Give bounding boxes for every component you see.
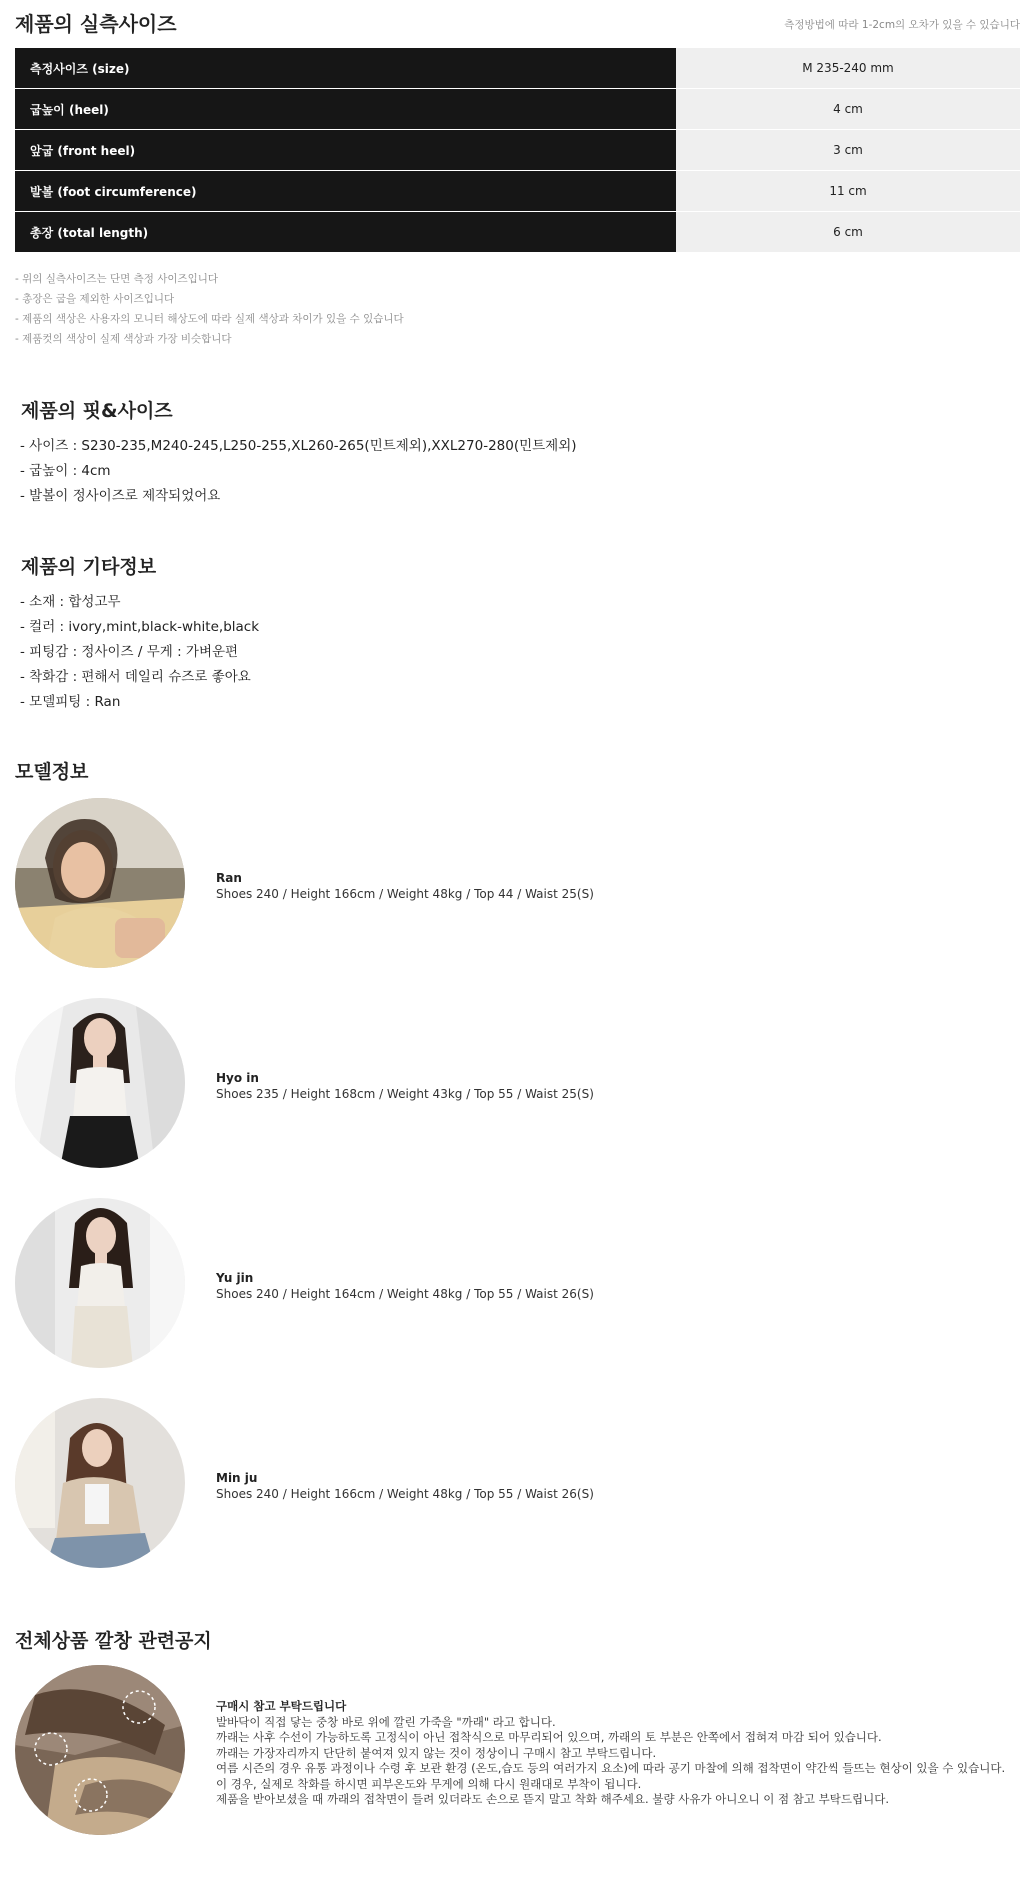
info-line: - 착화감 : 편해서 데일리 슈즈로 좋아요 — [20, 669, 251, 685]
info-line: - 모델피팅 : Ran — [20, 694, 121, 710]
model-list — [15, 798, 1020, 1598]
notice-card — [15, 1665, 1020, 1845]
models-title: 모델정보 — [15, 761, 89, 783]
info-line: - 피팅감 : 정사이즈 / 무게 : 가벼운편 — [20, 644, 239, 660]
model-desc: Shoes 240 / Height 164cm / Weight 48kg / Top 55 / Waist 26(S) — [216, 1287, 594, 1301]
model-desc: Shoes 240 / Height 166cm / Weight 48kg / Top 44 / Waist 25(S) — [216, 887, 594, 901]
model-photo — [15, 998, 185, 1168]
model-name: Min ju — [216, 1471, 258, 1485]
size-row-value: 6 cm — [676, 212, 1020, 253]
model-text — [216, 1270, 594, 1302]
size-header — [15, 0, 1020, 48]
size-note-line: - 위의 실측사이즈는 단면 측정 사이즈입니다 — [15, 273, 219, 285]
model-photo — [15, 1198, 185, 1368]
size-note-line: - 제품의 색상은 사용자의 모니터 해상도에 따라 실제 색상과 차이가 있을 수 있습니다 — [15, 313, 404, 325]
info-line: - 소재 : 합성고무 — [20, 594, 121, 610]
size-row-label: 발볼 (foot circumference) — [15, 171, 676, 212]
size-row-value: M 235-240 mm — [676, 48, 1020, 89]
model-card — [15, 798, 1020, 998]
size-note-line: - 총장은 굽을 제외한 사이즈입니다 — [15, 293, 175, 305]
size-row-value: 11 cm — [676, 171, 1020, 212]
info-line: - 컬러 : ivory,mint,black-white,black — [20, 619, 260, 635]
model-photo — [15, 798, 185, 968]
notice-line: 까래는 사후 수선이 가능하도록 고정식이 아닌 접착식으로 마무리되어 있으며, 까래의 토 부분은 안쪽에서 접혀져 마감 되어 있습니다. — [216, 1730, 882, 1744]
size-row — [15, 89, 1020, 130]
notice-line: 이 경우, 실제로 착화를 하시면 피부온도와 무게에 의해 다시 원래대로 부착이 됩니다. — [216, 1776, 642, 1791]
notice-line: 까래는 가장자리까지 단단히 붙여져 있지 않는 것이 정상이니 구매시 참고 부탁드립니다. — [216, 1745, 657, 1760]
size-row-label: 총장 (total length) — [15, 212, 676, 253]
size-note: 측정방법에 따라 1-2cm의 오차가 있을 수 있습니다 — [784, 19, 1020, 31]
notice-title: 전체상품 깔창 관련공지 — [15, 1630, 212, 1652]
size-table — [15, 48, 1020, 253]
model-text — [216, 870, 594, 902]
notice-line: 발바닥이 직접 닿는 중창 바로 위에 깔린 가죽을 "까래" 라고 합니다. — [216, 1714, 556, 1729]
model-text — [216, 1070, 594, 1102]
page-content — [15, 0, 1020, 1845]
notice-line: 제품을 받아보셨을 때 까래의 접착면이 들려 있더라도 손으로 뜯지 말고 착화 해주세요. 불량 사유가 아니오니 이 점 참고 부탁드립니다. — [216, 1792, 889, 1806]
fit-title: 제품의 핏&사이즈 — [21, 400, 173, 422]
model-name: Hyo in — [216, 1071, 259, 1085]
info-title: 제품의 기타정보 — [21, 556, 157, 578]
size-row-label: 굽높이 (heel) — [15, 89, 676, 130]
fit-line: - 발볼이 정사이즈로 제작되었어요 — [20, 488, 221, 504]
size-row — [15, 171, 1020, 212]
insole-photo — [15, 1665, 185, 1835]
fit-line: - 사이즈 : S230-235,M240-245,L250-255,XL260-265(민트제외),XXL270-280(민트제외) — [20, 438, 577, 454]
size-note-line: - 제품컷의 색상이 실제 색상과 가장 비슷합니다 — [15, 333, 232, 345]
model-name: Yu jin — [216, 1271, 254, 1285]
size-title: 제품의 실측사이즈 — [15, 12, 177, 36]
size-row-value: 3 cm — [676, 130, 1020, 171]
notice-heading: 구매시 참고 부탁드립니다 — [216, 1699, 347, 1713]
model-name: Ran — [216, 871, 242, 885]
notice-line: 여름 시즌의 경우 유통 과정이나 수령 후 보관 환경 (온도,습도 등의 여러가지 요소)에 따라 공기 마찰에 의해 접착면이 약간씩 들뜨는 현상이 있을 수 있습니다. — [216, 1761, 1006, 1775]
size-row-label: 측정사이즈 (size) — [15, 48, 676, 89]
model-card — [15, 1398, 1020, 1598]
size-row — [15, 130, 1020, 171]
model-card — [15, 1198, 1020, 1398]
notice-text — [216, 1699, 1005, 1808]
size-row — [15, 48, 1020, 89]
model-photo — [15, 1398, 185, 1568]
size-row-value: 4 cm — [676, 89, 1020, 130]
info-lines — [15, 590, 1020, 715]
model-card — [15, 998, 1020, 1198]
fit-line: - 굽높이 : 4cm — [20, 463, 111, 479]
fit-lines — [15, 434, 1020, 509]
size-notes — [15, 269, 1020, 349]
size-row — [15, 212, 1020, 253]
model-desc: Shoes 235 / Height 168cm / Weight 43kg / Top 55 / Waist 25(S) — [216, 1087, 594, 1101]
size-row-label: 앞굽 (front heel) — [15, 130, 676, 171]
model-text — [216, 1470, 594, 1502]
model-desc: Shoes 240 / Height 166cm / Weight 48kg / Top 55 / Waist 26(S) — [216, 1487, 594, 1501]
